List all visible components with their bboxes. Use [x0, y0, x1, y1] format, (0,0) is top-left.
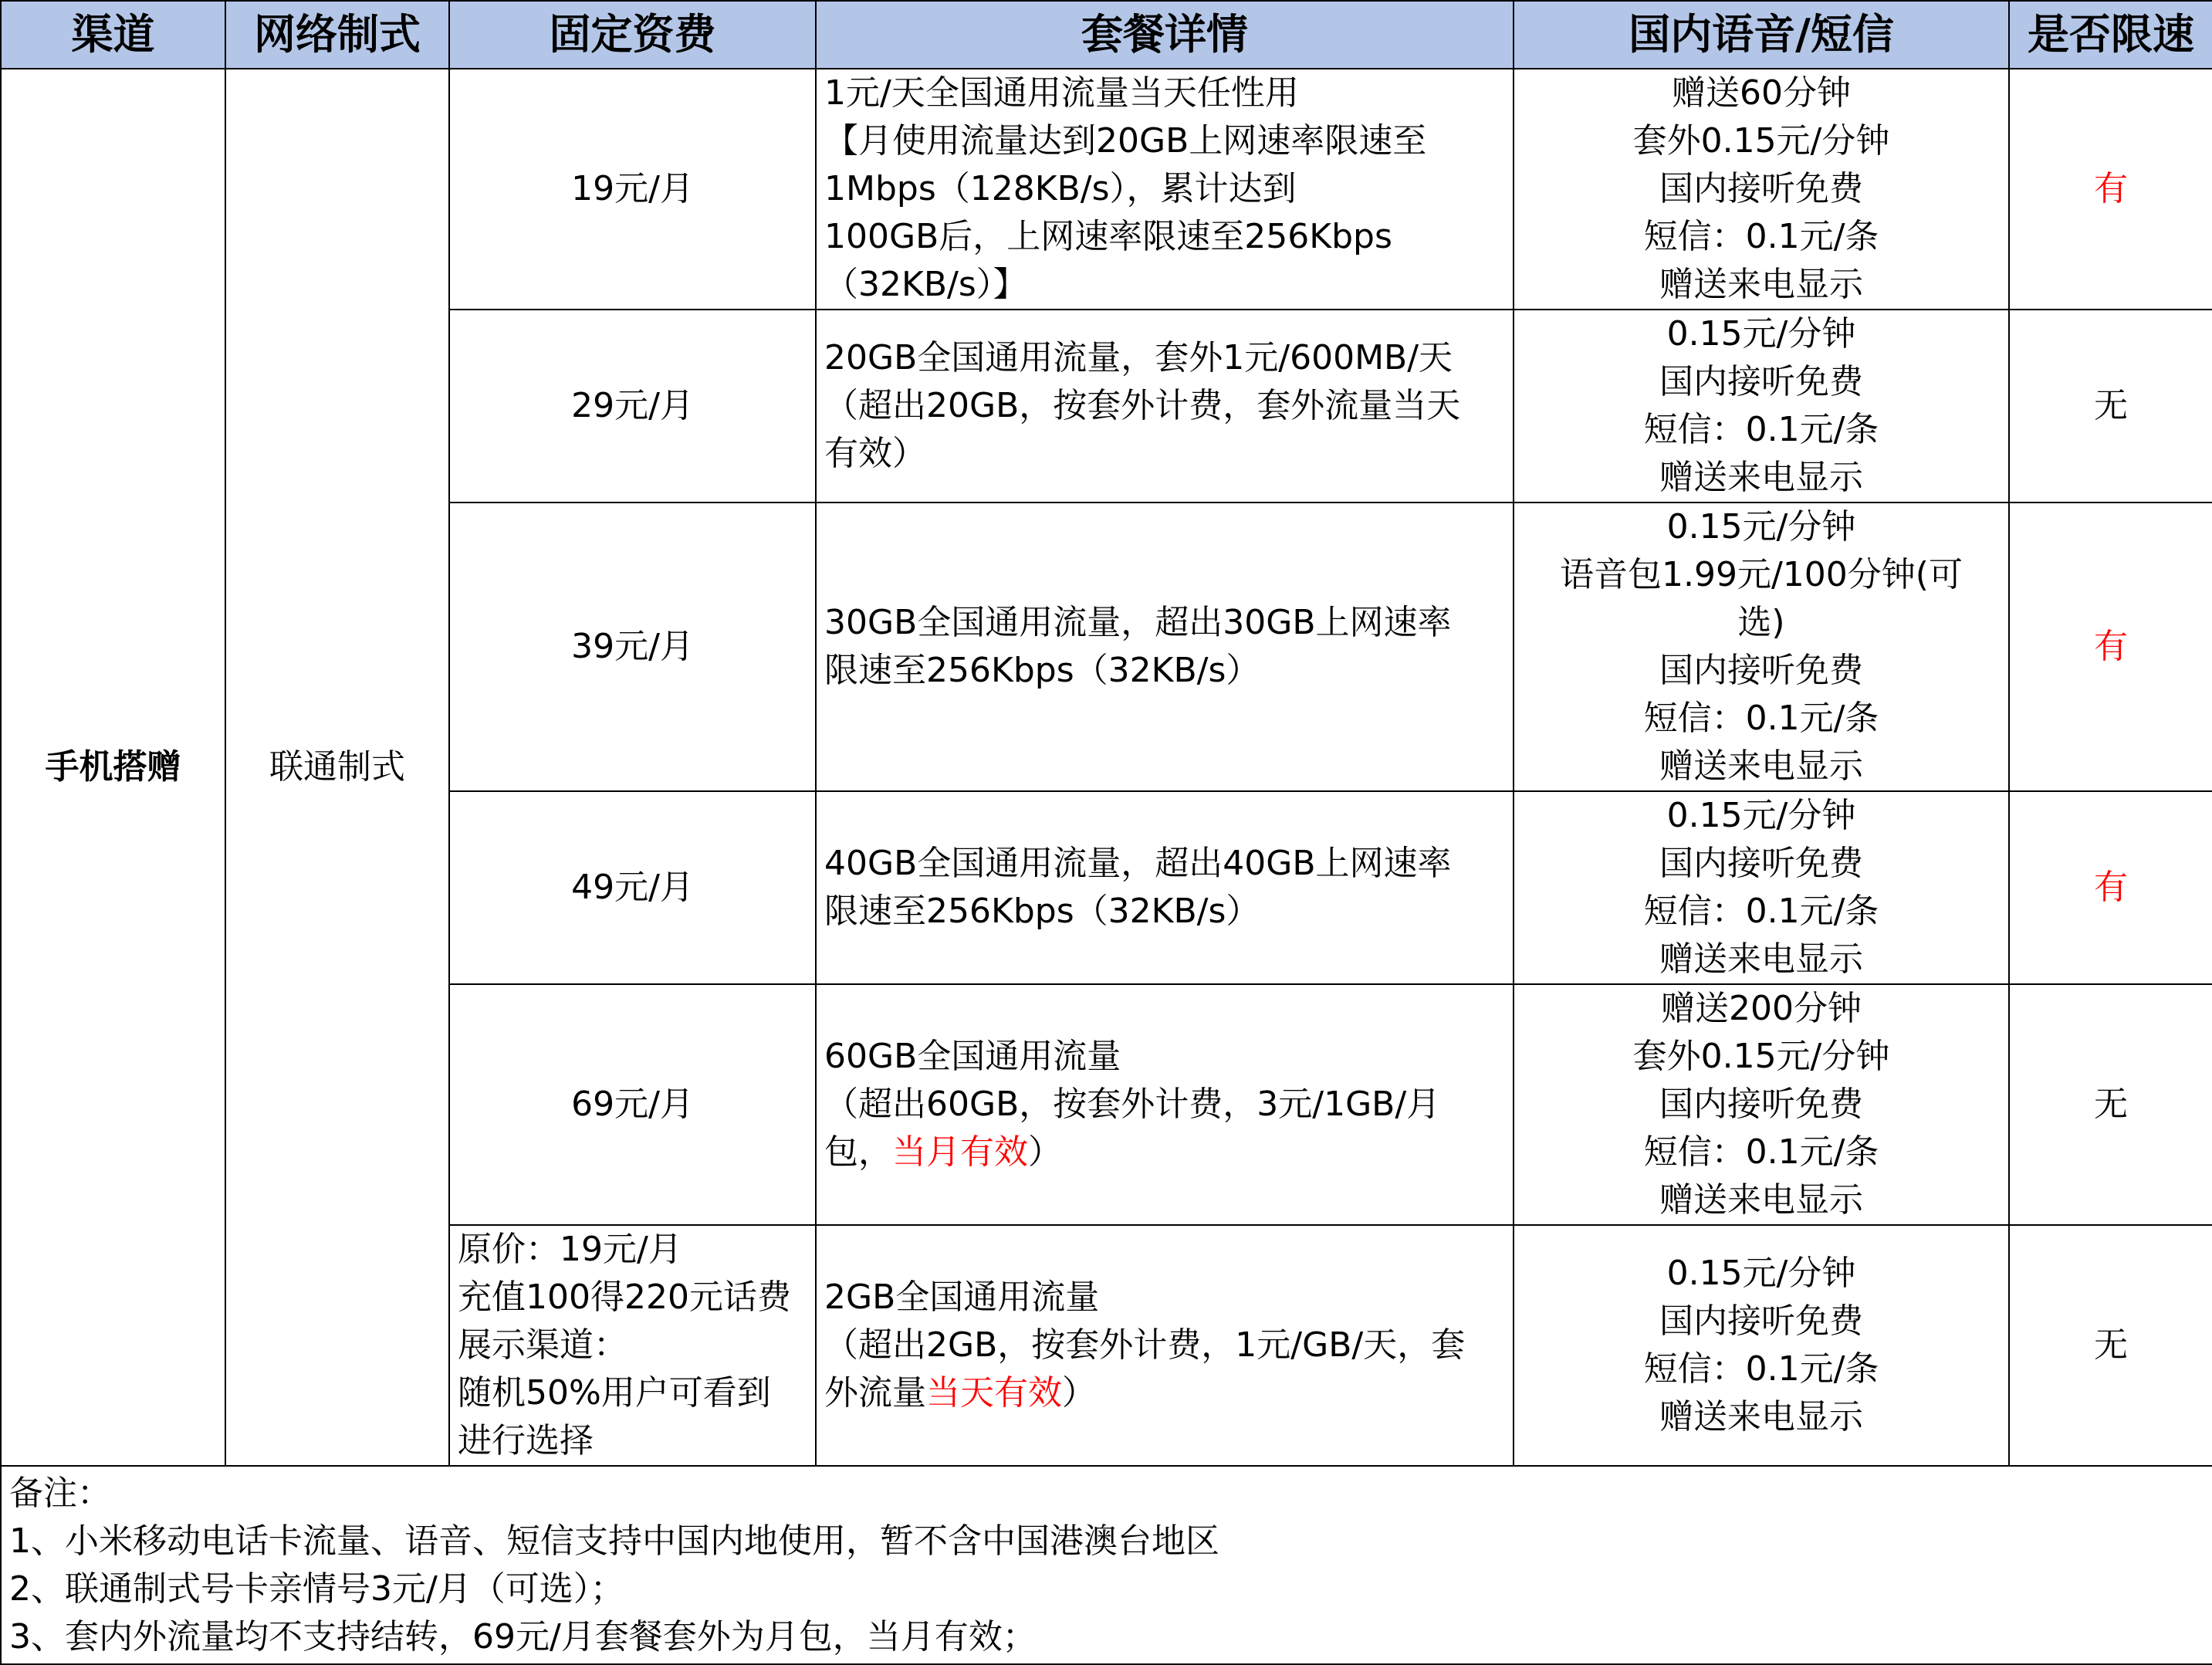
note-line: 2、联通制式号卡亲情号3元/月（可选）；	[9, 1569, 624, 1609]
header-network: 网络制式	[225, 1, 449, 69]
detail-cell	[816, 69, 1514, 310]
voice-cell	[1514, 791, 2009, 984]
detail-line: 60GB全国通用流量	[824, 1037, 1121, 1076]
detail-line: （超出60GB，按套外计费，3元/1GB/月	[824, 1085, 1441, 1124]
detail-cell	[816, 984, 1514, 1225]
detail-line: 40GB全国通用流量，超出40GB上网速率	[824, 844, 1452, 883]
detail-line: 2GB全国通用流量	[824, 1278, 1100, 1317]
header-detail: 套餐详情	[816, 1, 1514, 69]
speed-limit-cell: 无	[2009, 310, 2212, 503]
detail-line: （超出20GB，按套外计费，套外流量当天	[824, 386, 1461, 425]
detail-line: 【月使用流量达到20GB上网速率限速至	[824, 121, 1427, 161]
voice-line: 赠送60分钟	[1672, 73, 1851, 113]
header-row	[1, 1, 2212, 69]
voice-line: 短信：0.1元/条	[1643, 1132, 1879, 1172]
notes-row	[1, 1466, 2212, 1664]
voice-line: 短信：0.1元/条	[1643, 1349, 1879, 1389]
voice-line: 赠送来电显示	[1659, 1397, 1863, 1437]
fee-cell	[449, 1225, 816, 1466]
voice-line: 国内接听免费	[1659, 651, 1863, 690]
detail-highlight: 当天有效	[926, 1373, 1062, 1413]
header-fee: 固定资费	[449, 1, 816, 69]
fee-line: 随机50%用户可看到	[458, 1373, 771, 1413]
voice-line: 短信：0.1元/条	[1643, 410, 1879, 449]
detail-line: 有效）	[824, 434, 926, 473]
voice-line: 赠送来电显示	[1659, 939, 1863, 979]
detail-line: （超出2GB，按套外计费，1元/GB/天，套	[824, 1325, 1466, 1365]
detail-line: 20GB全国通用流量，套外1元/600MB/天	[824, 338, 1453, 377]
fee-cell: 29元/月	[449, 310, 816, 503]
speed-limit-cell: 有	[2009, 503, 2212, 791]
fee-line: 原价：19元/月	[458, 1230, 682, 1269]
detail-text: 外流量	[824, 1373, 926, 1413]
detail-highlight: 当月有效	[892, 1132, 1028, 1172]
header-voice-sms: 国内语音/短信	[1514, 1, 2009, 69]
voice-line: 赠送200分钟	[1661, 989, 1862, 1028]
voice-line: 短信：0.1元/条	[1643, 217, 1879, 256]
fee-line: 充值100得220元话费	[458, 1278, 791, 1317]
detail-line	[824, 1129, 1505, 1176]
detail-line	[824, 1369, 1505, 1417]
voice-cell	[1514, 503, 2009, 791]
detail-text: 包，	[824, 1132, 892, 1172]
voice-line: 0.15元/分钟	[1666, 796, 1856, 835]
voice-line: 赠送来电显示	[1659, 1180, 1863, 1220]
voice-line: 0.15元/分钟	[1666, 507, 1856, 547]
detail-line: 限速至256Kbps（32KB/s）	[824, 651, 1260, 690]
detail-line: 1元/天全国通用流量当天任性用	[824, 73, 1299, 113]
detail-text: ）	[1028, 1132, 1062, 1172]
speed-limit-cell: 有	[2009, 791, 2212, 984]
voice-cell	[1514, 69, 2009, 310]
notes-title: 备注：	[9, 1473, 111, 1513]
voice-line: 国内接听免费	[1659, 1301, 1863, 1341]
speed-limit-cell: 有	[2009, 69, 2212, 310]
fee-line: 展示渠道：	[458, 1325, 627, 1365]
detail-cell	[816, 791, 1514, 984]
detail-line: 100GB后，上网速率限速至256Kbps	[824, 217, 1392, 256]
header-speed-limit: 是否限速	[2009, 1, 2212, 69]
voice-line: 国内接听免费	[1659, 844, 1863, 883]
note-line: 3、套内外流量均不支持结转，69元/月套餐套外为月包，当月有效；	[9, 1616, 1037, 1657]
detail-cell	[816, 310, 1514, 503]
voice-line: 0.15元/分钟	[1666, 314, 1856, 354]
detail-line: （32KB/s）】	[824, 265, 1027, 304]
voice-line: 选)	[1737, 603, 1785, 642]
detail-line: 1Mbps（128KB/s），累计达到	[824, 169, 1297, 208]
network-cell: 联通制式	[225, 69, 449, 1466]
voice-line: 套外0.15元/分钟	[1632, 121, 1890, 161]
notes-cell	[1, 1466, 2212, 1664]
note-line: 1、小米移动电话卡流量、语音、短信支持中国内地使用，暂不含中国港澳台地区	[9, 1521, 1219, 1561]
fee-cell: 39元/月	[449, 503, 816, 791]
channel-cell: 手机搭赠	[1, 69, 225, 1466]
voice-cell	[1514, 984, 2009, 1225]
fee-cell: 19元/月	[449, 69, 816, 310]
fee-line: 进行选择	[458, 1421, 594, 1460]
detail-line: 限速至256Kbps（32KB/s）	[824, 892, 1260, 931]
voice-line: 语音包1.99元/100分钟(可	[1560, 555, 1963, 594]
speed-limit-cell: 无	[2009, 984, 2212, 1225]
speed-limit-cell: 无	[2009, 1225, 2212, 1466]
voice-line: 国内接听免费	[1659, 1085, 1863, 1124]
voice-line: 套外0.15元/分钟	[1632, 1037, 1890, 1076]
voice-line: 短信：0.1元/条	[1643, 699, 1879, 738]
voice-line: 国内接听免费	[1659, 362, 1863, 401]
voice-line: 赠送来电显示	[1659, 265, 1863, 304]
header-channel: 渠道	[1, 1, 225, 69]
voice-cell	[1514, 310, 2009, 503]
table-row	[1, 69, 2212, 310]
fee-cell: 69元/月	[449, 984, 816, 1225]
voice-line: 赠送来电显示	[1659, 458, 1863, 497]
detail-cell	[816, 503, 1514, 791]
detail-line: 30GB全国通用流量，超出30GB上网速率	[824, 603, 1452, 642]
voice-line: 国内接听免费	[1659, 169, 1863, 208]
voice-line: 短信：0.1元/条	[1643, 892, 1879, 931]
voice-cell	[1514, 1225, 2009, 1466]
voice-line: 赠送来电显示	[1659, 746, 1863, 786]
detail-cell	[816, 1225, 1514, 1466]
detail-text: ）	[1062, 1373, 1096, 1413]
fee-cell: 49元/月	[449, 791, 816, 984]
voice-line: 0.15元/分钟	[1666, 1254, 1856, 1293]
